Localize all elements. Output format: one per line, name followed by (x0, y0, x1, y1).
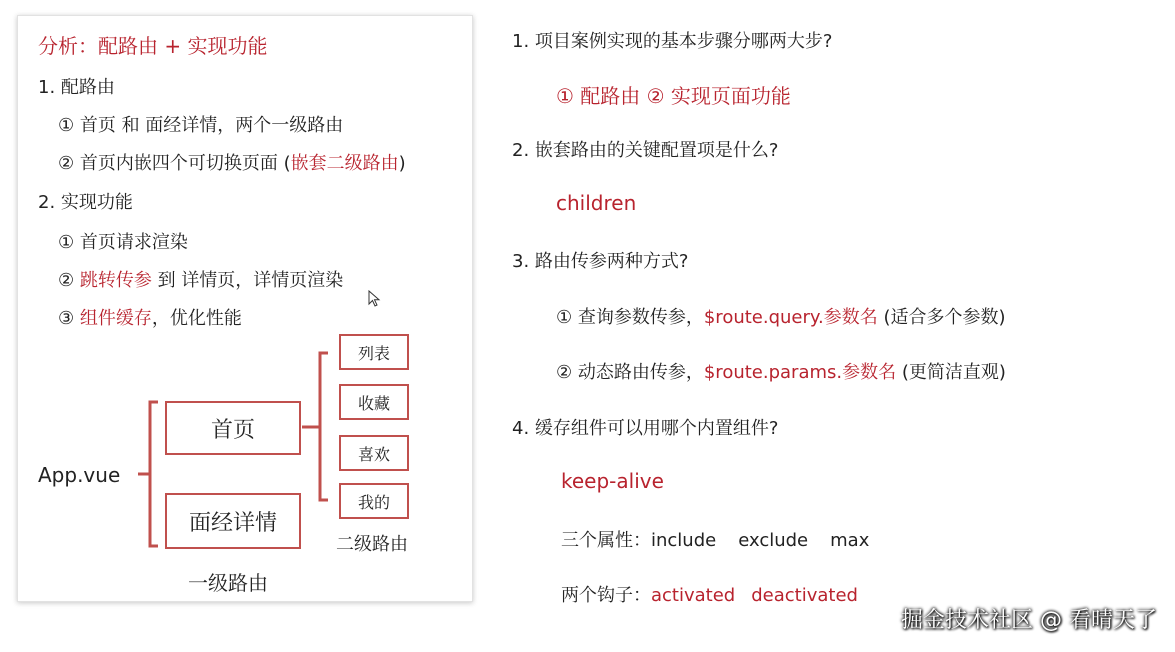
app-vue-label: App.vue (38, 463, 121, 487)
level2-label: 二级路由 (336, 534, 408, 555)
question-2: 2. 嵌套路由的关键配置项是什么? (512, 140, 779, 161)
level2-node-likes: 喜欢 (339, 435, 409, 471)
watermark: 掘金技术社区 @ 看晴天了 (901, 608, 1157, 633)
level1-node-detail: 面经详情 (165, 493, 301, 549)
answer-3-query: ① 查询参数传参，$route.query.参数名 (适合多个参数) (556, 307, 1006, 328)
step-2-heading: 2. 实现功能 (38, 192, 133, 213)
step-1-item-2: ② 首页内嵌四个可切换页面 (嵌套二级路由) (58, 153, 406, 174)
analysis-card (17, 15, 473, 602)
step-1-item-1: ① 首页 和 面经详情，两个一级路由 (58, 115, 344, 136)
question-4: 4. 缓存组件可以用哪个内置组件? (512, 418, 779, 439)
step-2-item-1: ① 首页请求渲染 (58, 232, 188, 253)
level1-node-home: 首页 (165, 401, 301, 455)
analysis-title: 分析：配路由 + 实现功能 (38, 34, 268, 58)
answer-2: children (556, 191, 637, 215)
level1-label: 一级路由 (188, 571, 268, 595)
answer-3-params: ② 动态路由传参，$route.params.参数名 (更简洁直观) (556, 362, 1006, 383)
level2-node-list: 列表 (339, 334, 409, 370)
answer-4: keep-alive (561, 469, 664, 493)
question-1: 1. 项目案例实现的基本步骤分哪两大步? (512, 31, 833, 52)
level2-node-mine: 我的 (339, 483, 409, 519)
keepalive-hooks: 两个钩子：activated deactivated (561, 585, 858, 606)
answer-1: ① 配路由 ② 实现页面功能 (556, 84, 791, 108)
step-1-heading: 1. 配路由 (38, 77, 115, 98)
keepalive-props: 三个属性：include exclude max (561, 530, 870, 551)
step-2-item-3: ③ 组件缓存，优化性能 (58, 308, 242, 329)
level2-node-favorites: 收藏 (339, 384, 409, 420)
question-3: 3. 路由传参两种方式? (512, 251, 689, 272)
step-2-item-2: ② 跳转传参 到 详情页，详情页渲染 (58, 270, 344, 291)
